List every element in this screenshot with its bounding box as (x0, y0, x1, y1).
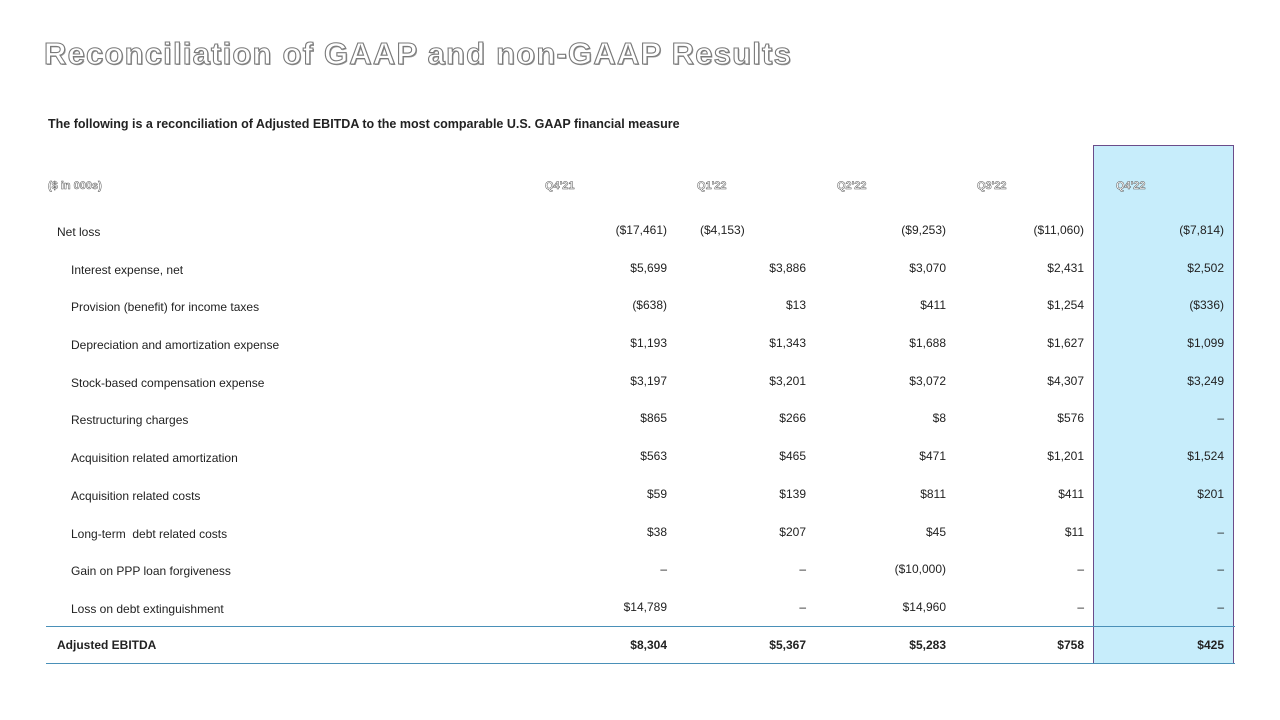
cell-value: $1,254 (1047, 298, 1084, 312)
total-bottom-rule (46, 663, 1235, 664)
cell-value: $207 (779, 525, 806, 539)
row-label: Acquisition related amortization (71, 451, 238, 465)
cell-value: – (1217, 562, 1224, 576)
row-label: Long-term debt related costs (71, 527, 228, 541)
row-label: Loss on debt extinguishment (71, 602, 224, 616)
cell-value: $811 (920, 487, 946, 501)
cell-value: – (1217, 525, 1224, 539)
cell-value: ($11,060) (1033, 223, 1084, 237)
row-label: Depreciation and amortization expense (71, 338, 280, 352)
cell-value: $139 (779, 487, 806, 501)
table-row (0, 562, 1280, 582)
table-row (0, 223, 1280, 243)
cell-value: $3,201 (769, 374, 806, 388)
total-value: $5,367 (769, 638, 806, 652)
cell-value: $3,197 (630, 374, 667, 388)
cell-value: $1,688 (909, 336, 946, 350)
total-value: $425 (1197, 638, 1224, 652)
cell-value: $3,249 (1187, 374, 1224, 388)
row-label: Net loss (57, 225, 101, 239)
total-row (0, 638, 1280, 658)
column-header-q2-22: Q2'22 (837, 180, 867, 192)
cell-value: – (1077, 562, 1084, 576)
cell-value: $1,627 (1047, 336, 1084, 350)
cell-value: $1,343 (769, 336, 806, 350)
total-value: $5,283 (909, 638, 946, 652)
table-row (0, 600, 1280, 620)
cell-value: $201 (1197, 487, 1224, 501)
total-top-rule (46, 626, 1235, 627)
cell-value: ($7,814) (1179, 223, 1224, 237)
cell-value: $1,193 (630, 336, 667, 350)
unit-label: ($ in 000s) (48, 180, 102, 192)
cell-value: $411 (920, 298, 946, 312)
row-label: Gain on PPP loan forgiveness (71, 564, 231, 578)
table-row (0, 449, 1280, 469)
cell-value: $576 (1057, 411, 1084, 425)
cell-value: – (1077, 600, 1084, 614)
cell-value: $4,307 (1047, 374, 1084, 388)
cell-value: ($17,461) (615, 223, 667, 237)
cell-value: $59 (646, 487, 667, 501)
cell-value: $13 (785, 298, 806, 312)
cell-value: $38 (646, 525, 667, 539)
cell-value: $14,789 (623, 600, 667, 614)
row-label: Interest expense, net (71, 263, 184, 277)
row-label: Provision (benefit) for income taxes (71, 300, 260, 314)
column-header-q1-22: Q1'22 (697, 180, 727, 192)
row-label: Stock-based compensation expense (71, 376, 265, 390)
column-header-q4-22: Q4'22 (1116, 180, 1146, 192)
cell-value: $1,099 (1187, 336, 1224, 350)
table-row (0, 261, 1280, 281)
cell-value: – (1217, 600, 1224, 614)
cell-value: $5,699 (630, 261, 667, 275)
cell-value: – (799, 600, 806, 614)
cell-value: $1,524 (1187, 449, 1224, 463)
cell-value: ($336) (1189, 298, 1224, 312)
cell-value: $465 (779, 449, 806, 463)
total-value: $8,304 (630, 638, 667, 652)
cell-value: $3,070 (909, 261, 946, 275)
cell-value: $471 (919, 449, 946, 463)
cell-value: $266 (779, 411, 806, 425)
cell-value: $865 (640, 411, 667, 425)
cell-value: $563 (640, 449, 667, 463)
cell-value: $411 (1058, 487, 1084, 501)
cell-value: ($638) (632, 298, 667, 312)
cell-value: $3,072 (909, 374, 946, 388)
cell-value: ($9,253) (901, 223, 946, 237)
table-row (0, 336, 1280, 356)
total-label: Adjusted EBITDA (57, 638, 157, 652)
cell-value: $2,431 (1047, 261, 1084, 275)
row-label: Acquisition related costs (71, 489, 201, 503)
table-row (0, 374, 1280, 394)
cell-value: $2,502 (1187, 261, 1224, 275)
table-row (0, 298, 1280, 318)
cell-value: $8 (932, 411, 946, 425)
page-subtitle: The following is a reconciliation of Adjusted EBITDA to the most comparable U.S. GAAP financial measure (48, 117, 680, 131)
cell-value: ($4,153) (700, 223, 745, 237)
column-header-q3-22: Q3'22 (977, 180, 1007, 192)
column-header-q4-21: Q4'21 (545, 180, 575, 192)
page-title: Reconciliation of GAAP and non-GAAP Results (44, 36, 793, 71)
cell-value: – (660, 562, 667, 576)
cell-value: $14,960 (902, 600, 946, 614)
cell-value: $1,201 (1047, 449, 1084, 463)
table-row (0, 525, 1280, 545)
total-value: $758 (1057, 638, 1084, 652)
table-row (0, 411, 1280, 431)
cell-value: – (799, 562, 806, 576)
table-row (0, 487, 1280, 507)
cell-value: $3,886 (769, 261, 806, 275)
cell-value: $11 (1064, 525, 1084, 539)
cell-value: ($10,000) (894, 562, 946, 576)
cell-value: $45 (925, 525, 946, 539)
row-label: Restructuring charges (71, 413, 189, 427)
cell-value: – (1217, 411, 1224, 425)
